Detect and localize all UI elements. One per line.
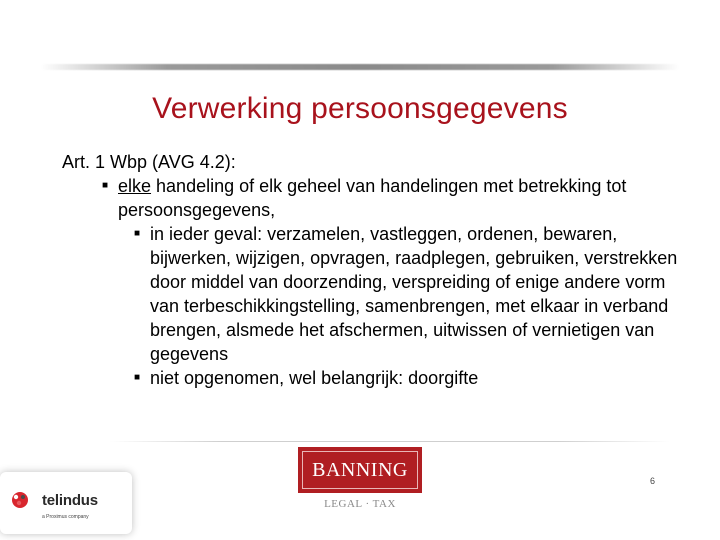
banning-logo-text: BANNING xyxy=(302,451,418,489)
sub-bullet-text: in ieder geval: verzamelen, vastleggen, ordenen, bewaren, bijwerken, wijzigen, opvragen, raadplegen, gebruiken, verstrekken door middel van doorzending, verspreiding of enige andere vorm van terbeschikkingstelling, samenbrengen, met elkaar in verband brengen, alsmede het afschermen, uitwissen of vernietigen van gegevens xyxy=(150,224,678,364)
bullet-icon: ■ xyxy=(102,180,109,191)
bullet-text: handeling of elk geheel van handelingen met betrekking tot persoonsgegevens, xyxy=(118,176,627,220)
page-number: 6 xyxy=(650,476,656,486)
telindus-wordmark: telindus xyxy=(42,492,98,509)
footer-divider xyxy=(110,441,670,442)
sub-bullet-item xyxy=(134,222,682,366)
telindus-tagline: a Proximus company xyxy=(42,514,89,520)
sub-bullet-text: niet opgenomen, wel belangrijk: doorgifte xyxy=(150,368,479,388)
bullet-icon: ■ xyxy=(134,372,141,383)
slide-body xyxy=(62,150,682,390)
bullet-item xyxy=(102,174,682,222)
top-divider xyxy=(40,64,680,70)
underlined-word: elke xyxy=(118,176,152,196)
banning-logo xyxy=(298,447,422,493)
legal-tax-label: LEGAL · TAX xyxy=(324,498,396,510)
bullet-icon: ■ xyxy=(134,228,141,239)
slide-title: Verwerking persoonsgegevens xyxy=(152,92,568,125)
sub-bullet-item xyxy=(134,366,682,390)
telindus-logo-icon xyxy=(10,490,30,510)
lead-text: Art. 1 Wbp (AVG 4.2): xyxy=(62,152,236,172)
